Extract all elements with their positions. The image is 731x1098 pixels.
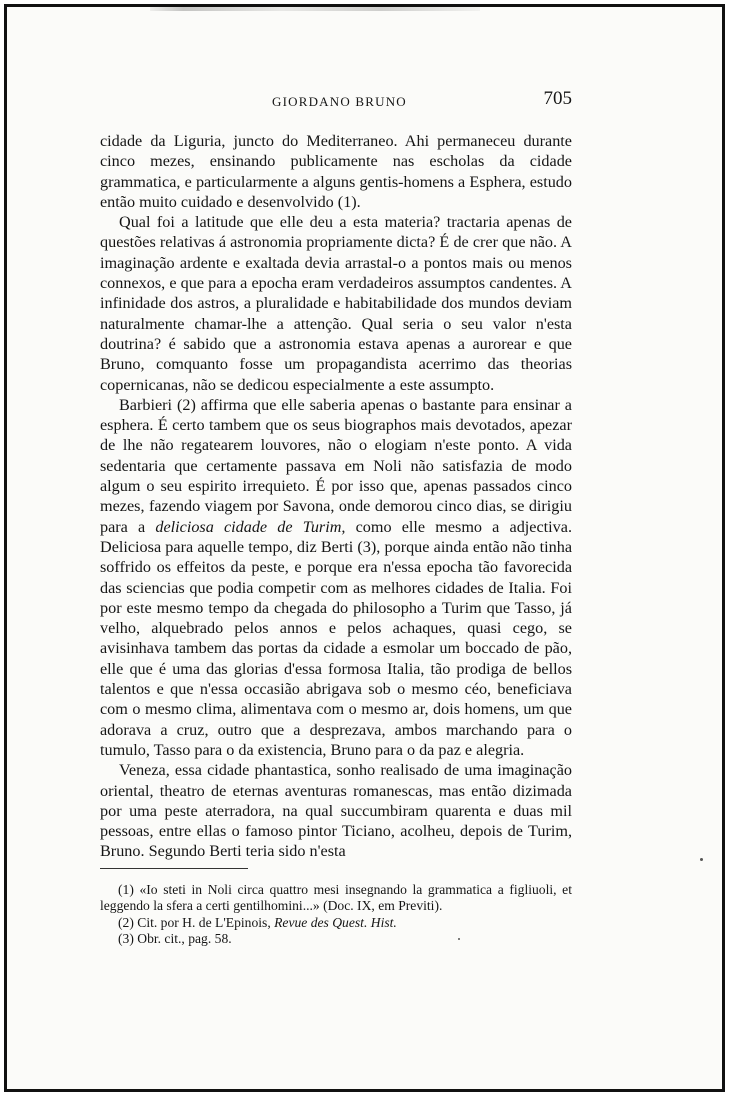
paragraph-4: Veneza, essa cidade phantastica, sonho realisado de uma imaginação oriental, theatro de eternas aventuras romanescas, mas então dizimada por uma peste aterradora, na qual succumbiram quarenta e duas mil pessoas, entre ellas o famoso pintor Ticiano, acolheu, depois de Turim, Bruno. Segundo Berti teria sido n'esta <box>100 761 572 861</box>
scan-speck <box>458 938 460 940</box>
footnote-3: (3) Obr. cit., pag. 58. <box>118 930 232 946</box>
paragraph-2: Qual foi a latitude que elle deu a esta materia? tractaria apenas de questões relativas á astronomia propriamente dicta? É de crer que não. A imaginação ardente e exaltada devia arrastal-o a pontos mais ou menos connexos, e que para a epocha eram verdadeiros assumptos candentes. A infinidade dos astros, a pluralidade e habitabilidade dos mundos deviam naturalmente chamar-lhe a attenção. Qual seria o seu valor n'esta doutrina? é sabido que a astronomia estava apenas a aurorear e que Bruno, comquanto fosse um propagandista acerrimo das theorias copernicanas, não se dedicou especialmente a este assumpto. <box>100 213 572 394</box>
footnotes <box>100 882 572 947</box>
footnote-divider <box>100 868 248 869</box>
footnote-2-italic: Revue des Quest. Hist. <box>274 914 397 930</box>
page-number: 705 <box>543 88 572 109</box>
paragraph-3-part-1: Barbieri (2) affirma que elle saberia apenas o bastante para ensinar a esphera. É certo tambem que os seus biographos mais devotados, apezar de lhe não regatearem louvores, não o elogiam n'este ponto. A vida sedentaria que certamente passava em Noli não satisfazia de modo algum o seu espirito irrequieto. É por isso que, apenas passados cinco mezes, fazendo viagem por Savona, onde demorou cinco dias, se dirigiu para a <box>100 395 572 536</box>
footnote-2 <box>100 915 572 931</box>
scan-smudge <box>150 5 480 11</box>
paragraph-3-italic: deliciosa cidade de Turim, <box>155 517 346 536</box>
paragraph-3 <box>100 395 572 760</box>
scan-speck <box>700 858 703 861</box>
running-title: GIORDANO BRUNO <box>272 94 407 109</box>
body-text <box>100 131 572 862</box>
footnote-1: (1) «Io steti in Noli circa quattro mesi insegnando la grammatica a figliuoli, et leggendo la sfera a certi gentilhomini...» (Doc. IX, em Previti). <box>100 882 572 914</box>
footnote-2-text: (2) Cit. por H. de L'Epinois, <box>118 914 275 930</box>
paragraph-1: cidade da Liguria, juncto do Mediterraneo. Ahi permaneceu durante cinco mezes, ensinando publicamente nas escholas da cidade grammatica, e particularmente a alguns gentis-homens a Esphera, estudo então muito cuidado e desenvolvido (1). <box>100 132 572 211</box>
running-header <box>100 88 572 114</box>
paragraph-3-part-2: como elle mesmo a adjectiva. Deliciosa para aquelle tempo, diz Berti (3), porque ainda então não tinha soffrido os effeitos da peste, e porque era n'essa epocha tão favorecida das sciencias que podia competir com as melhores cidades de Italia. Foi por este mesmo tempo da chegada do philosopho a Turim que Tasso, já velho, alquebrado pelos annos e pelos achaques, quasi cego, se avisinhava tambem das portas da cidade a esmolar um boccado de pão, elle que é uma das glorias d'essa formosa Italia, tão prodiga de bellos talentos e que n'essa occasião abrigava sob o mesmo céo, beneficiava com o mesmo clima, alimentava com o mesmo ar, dois homens, um que adorava a cruz, outro que a desprezava, ambos marchando para o tumulo, Tasso para o da existencia, Bruno para o da paz e alegria. <box>100 517 572 759</box>
